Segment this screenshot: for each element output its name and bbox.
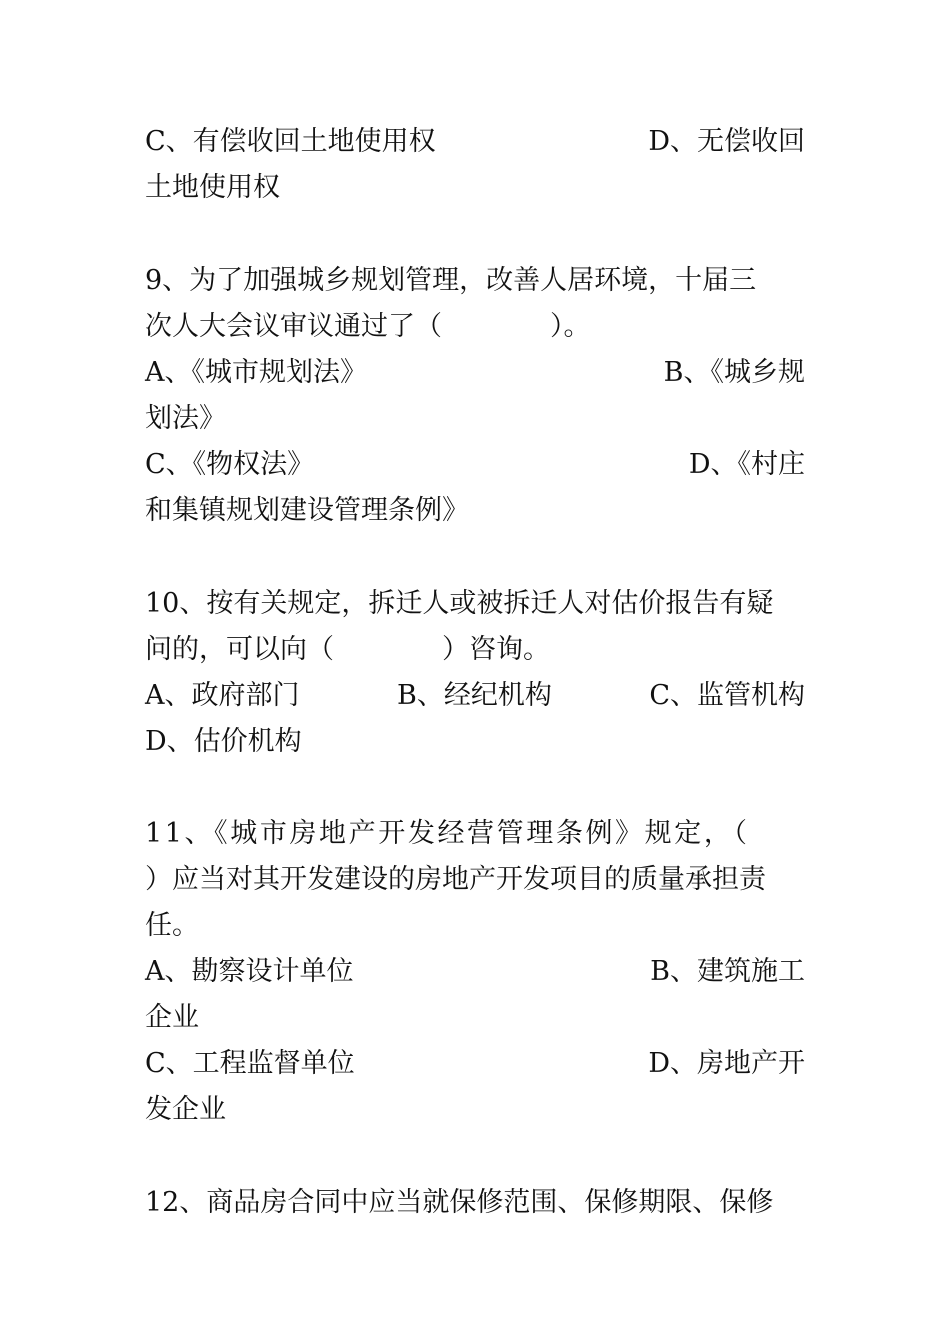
q9-option-d: D、《村庄 [688, 449, 805, 480]
q9-option-b: B、《城乡规 [663, 357, 805, 388]
q10-options-abc [145, 673, 805, 719]
q8-option-d-continued: 土地使用权 [145, 172, 280, 203]
q11-option-d-continued: 发企业 [145, 1094, 226, 1125]
q9-option-b-continued: 划法》 [145, 403, 226, 434]
q9-options-ab [145, 350, 805, 396]
q9-options-cd [145, 442, 805, 488]
q8-options-cd [145, 119, 805, 165]
q8-option-c: C、有偿收回土地使用权 [145, 126, 436, 157]
q12-stem-line-1: 12、商品房合同中应当就保修范围、保修期限、保修 [145, 1187, 774, 1218]
q11-option-b: B、建筑施工 [650, 956, 805, 987]
q11-option-d: D、房地产开 [648, 1048, 805, 1079]
q11-stem-line-2: ）应当对其开发建设的房地产开发项目的质量承担责 [145, 864, 766, 895]
q11-stem-line-3: 任。 [145, 910, 199, 941]
q9-option-a: A、《城市规划法》 [145, 357, 367, 388]
q10-stem-line-2: 问的，可以向（ ）咨询。 [145, 634, 550, 665]
q10-option-c: C、监管机构 [649, 680, 805, 711]
q11-options-ab [145, 949, 805, 995]
q8-option-d: D、无偿收回 [648, 126, 805, 157]
q9-option-c: C、《物权法》 [145, 449, 315, 480]
q11-option-b-continued: 企业 [145, 1002, 199, 1033]
q11-options-cd [145, 1041, 805, 1087]
q10-stem-line-1: 10、按有关规定，拆迁人或被拆迁人对估价报告有疑 [145, 588, 774, 619]
q9-stem-line-1: 9、为了加强城乡规划管理，改善人居环境，十届三 [145, 265, 757, 296]
q9-stem-line-2: 次人大会议审议通过了（ ）。 [145, 311, 591, 342]
q11-option-c: C、工程监督单位 [145, 1048, 355, 1079]
q11-option-a: A、勘察设计单位 [145, 956, 354, 987]
q9-option-d-continued: 和集镇规划建设管理条例》 [145, 495, 469, 526]
q11-stem-line-1: 11、《城市房地产开发经营管理条例》规定，（ [145, 818, 750, 849]
q10-option-d: D、估价机构 [145, 726, 302, 757]
q10-option-b: B、经纪机构 [396, 680, 552, 711]
q10-option-a: A、政府部门 [145, 680, 300, 711]
